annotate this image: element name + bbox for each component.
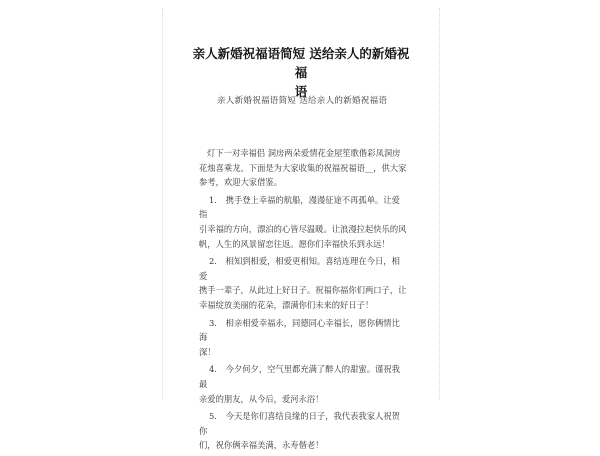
item-line: 携手登上幸福的航船，漫漫征途不再孤单。让爱指 — [199, 194, 400, 220]
item-number: 3. — [209, 317, 217, 328]
item-line: 今天是你们喜结良缘的日子，我代表我家人祝贺你 — [199, 411, 400, 436]
item-number: 1. — [209, 194, 217, 205]
title-line-1: 亲人新婚祝福语简短 送给亲人的新婚祝福 — [192, 46, 410, 80]
title-line-2: 语 — [294, 84, 308, 99]
item-line: 相知到相爱，相爱更相知。喜结连理在今日，相爱 — [199, 256, 400, 281]
item-line: 亲爱的朋友，从今后，爱河永浴！ — [199, 393, 324, 404]
item-line: 幸福绽放美丽的花朵，漂满你们未来的好日子！ — [199, 299, 374, 310]
intro-line-2: 花烛喜乘龙。下面是为大家收集的祝福祝福语__，供大家 — [199, 162, 407, 173]
intro-line-3: 参考，欢迎大家借鉴。 — [199, 177, 282, 188]
intro-paragraph — [199, 146, 407, 190]
item-line: 引幸福的方向，漂泊的心皆尽温暖。让浪漫拉起快乐的风 — [199, 223, 407, 234]
item-line: 携手一辈子，从此过上好日子。祝福你福你们两口子，让 — [199, 285, 407, 296]
item-number: 5. — [209, 411, 217, 422]
item-line: 相亲相爱幸福永，同德同心幸福长，愿你俩情比海 — [199, 317, 400, 343]
item-line: 深！ — [199, 346, 216, 357]
list-item — [199, 409, 407, 453]
list-item — [199, 254, 407, 312]
item-number: 2. — [209, 256, 217, 267]
list-item — [199, 316, 407, 360]
document-title — [191, 44, 411, 101]
document-page — [162, 8, 440, 451]
document-subtitle: 亲人新婚祝福语简短 送给亲人的新婚祝福语 — [217, 96, 388, 106]
item-line: 今夕何夕，空气里都充满了醉人的甜蜜。谨祝我最 — [199, 364, 400, 389]
item-number: 4. — [209, 364, 217, 375]
list-item — [199, 193, 407, 251]
item-line: 们，祝你俩幸福美满，永寿偕老！ — [199, 440, 324, 451]
intro-line-1: 灯下一对幸福侣 洞房两朵爱情花金屋笙歌偕彩凤洞房 — [207, 148, 401, 158]
document-body — [199, 146, 407, 456]
item-line: 帆，人生的风景留恋往返。愿你们幸福快乐到永远！ — [199, 238, 390, 249]
